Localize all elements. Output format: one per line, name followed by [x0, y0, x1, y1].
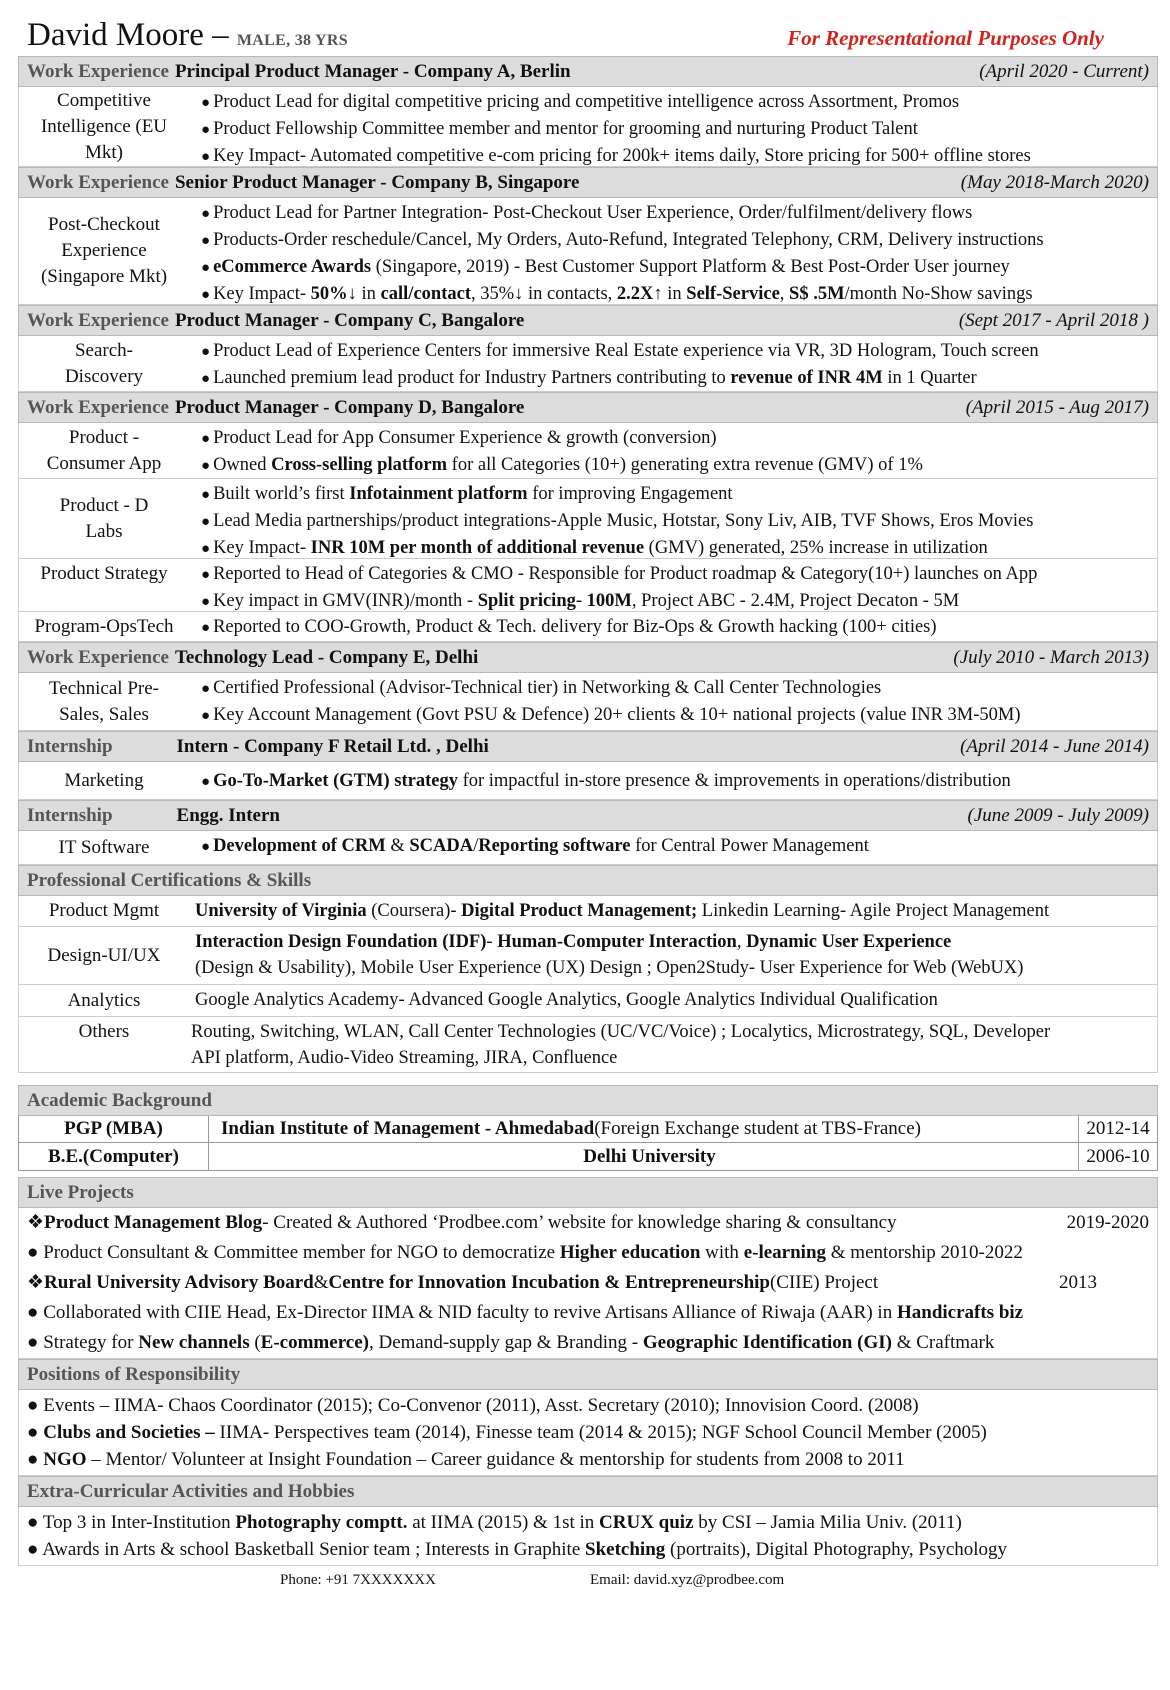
text: (portraits), Digital Photography, Psychology	[665, 1539, 1008, 1560]
phone-number: Phone: +91 7XXXXXXX	[280, 1572, 436, 1588]
bullet-list	[189, 612, 1157, 641]
bold-text: 50%↓	[310, 284, 357, 304]
bullet-list	[189, 479, 1157, 558]
bold-text: E-commerce)	[260, 1332, 369, 1353]
role-title: Technology Lead - Company E, Delhi	[174, 646, 479, 668]
resume-page	[18, 14, 1158, 1592]
text: (Foreign Exchange student at TBS-France)	[594, 1118, 921, 1139]
name-dash: –	[203, 17, 237, 53]
text: Collaborated with CIIE Head, Ex-Director IIMA & NID faculty to revive Artisans Alliance of Riwaja (AAR) in	[43, 1302, 897, 1323]
bullet: ● Certified Professional (Advisor-Technical tier) in Networking & Call Center Technologies	[201, 675, 1151, 702]
institution	[209, 1143, 1079, 1170]
role-title: Senior Product Manager - Company B, Singapore	[174, 171, 580, 193]
role-dates: (April 2014 - June 2014)	[960, 735, 1149, 757]
role-row	[18, 831, 1158, 865]
diamond-icon: ❖	[27, 1272, 45, 1293]
text: ,	[736, 932, 747, 952]
text: /month No-Show savings	[844, 284, 1033, 304]
skill-label: Analytics	[67, 989, 141, 1011]
bold-text: Digital Product Management;	[461, 901, 698, 921]
section-header-certifications	[18, 865, 1158, 896]
text: -	[486, 932, 498, 952]
text: &	[313, 1272, 329, 1293]
skill-text	[189, 927, 1157, 984]
bold-text: University of Virginia	[195, 901, 367, 921]
text: in	[356, 284, 381, 304]
section-header-company-b	[18, 167, 1158, 198]
text: (GMV) generated, 25% increase in utilization	[644, 538, 988, 558]
project-years: 2013	[1059, 1272, 1097, 1293]
text: for improving Engagement	[527, 484, 733, 504]
project-line	[19, 1298, 1157, 1328]
bold-text: S$ .5M	[789, 284, 845, 304]
email-address: Email: david.xyz@prodbee.com	[590, 1572, 785, 1588]
bullet	[201, 535, 1151, 558]
activity-line	[19, 1509, 1157, 1536]
bullet	[201, 365, 1151, 391]
position-line	[19, 1392, 1157, 1419]
bullet	[201, 254, 1151, 281]
positions-body	[18, 1390, 1158, 1476]
text: -	[575, 591, 587, 611]
skill-line: Google Analytics Academy- Advanced Google Analytics, Google Analytics Individual Qualification	[195, 990, 938, 1010]
text: Built world’s first	[213, 484, 350, 504]
bullet: ● Reported to Head of Categories & CMO - Responsible for Product roadmap & Category(10+) launches on App	[201, 561, 1151, 588]
bullet	[201, 588, 1151, 611]
text: , 35%↓ in contacts,	[470, 284, 617, 304]
bullet: ● Products-Order reschedule/Cancel, My Orders, Auto-Refund, Integrated Telephony, CRM, Delivery instructions	[201, 227, 1151, 254]
text: at IIMA (2015) & 1st in	[407, 1512, 600, 1533]
bullet-icon: ●	[27, 1449, 44, 1470]
bullet-icon: ●	[27, 1395, 44, 1416]
bullet-icon: ●	[27, 1422, 44, 1443]
bold-text: revenue of INR 4M	[730, 368, 883, 388]
bold-text: Photography comptt.	[235, 1512, 408, 1533]
section-header-company-c	[18, 305, 1158, 336]
role-row	[18, 423, 1158, 479]
bold-text: INR 10M per month of additional revenue	[310, 538, 645, 558]
section-header-company-e	[18, 642, 1158, 673]
section-kind: Work Experience	[27, 396, 169, 418]
bold-text: Go-To-Market (GTM) strategy	[213, 771, 458, 791]
skill-row	[18, 1017, 1158, 1073]
academic-row	[19, 1143, 1157, 1170]
role-row	[18, 198, 1158, 305]
text: Key Impact-	[213, 538, 311, 558]
bullet	[201, 481, 1151, 508]
bold-text: Handicrafts biz	[896, 1302, 1024, 1323]
role-title: Product Manager - Company D, Bangalore	[174, 396, 525, 418]
section-title: Academic Background	[27, 1089, 212, 1111]
section-header-internship-f	[18, 731, 1158, 762]
bold-text: Cross-selling platform	[271, 455, 448, 475]
area-label: Marketing	[64, 769, 144, 791]
section-kind: Work Experience	[27, 309, 169, 331]
skill-text	[189, 896, 1157, 926]
section-title: Positions of Responsibility	[27, 1363, 241, 1385]
text: , Demand-supply gap & Branding -	[368, 1332, 643, 1353]
section-kind: Internship	[27, 804, 113, 826]
bullet	[201, 452, 1151, 478]
bold-text: e-learning	[743, 1242, 827, 1263]
area-label: Technical Pre-Sales, Sales	[49, 677, 159, 725]
bullet-list	[189, 831, 1157, 864]
bold-text: call/contact	[380, 284, 471, 304]
role-dates: (July 2010 - March 2013)	[953, 646, 1149, 668]
bullet: ● Key Account Management (Govt PSU & Defence) 20+ clients & 10+ national projects (value INR 3M-50M)	[201, 702, 1151, 729]
bullet	[201, 833, 1151, 860]
bullet: ● Product Lead for digital competitive pricing and competitive intelligence across Assortment, Promos	[201, 89, 1151, 116]
bold-text: Clubs and Societies –	[43, 1422, 215, 1443]
bullet: ● Product Lead of Experience Centers for immersive Real Estate experience via VR, 3D Hologram, Touch screen	[201, 338, 1151, 365]
role-dates: (Sept 2017 - April 2018 )	[958, 309, 1149, 331]
bold-text: 2.2X↑	[616, 284, 663, 304]
section-header-live-projects	[18, 1177, 1158, 1208]
text: for impactful in-store presence & improvements in operations/distribution	[457, 771, 1011, 791]
bold-text: Reporting software	[478, 836, 631, 856]
area-label: Program-OpsTech	[34, 615, 174, 637]
skill-label: Product Mgmt	[48, 900, 160, 921]
bold-text: CRM	[341, 836, 386, 856]
role-row	[18, 673, 1158, 731]
bold-text: Sketching	[585, 1539, 666, 1560]
text: for all Categories (10+) generating extra revenue (GMV) of 1%	[447, 455, 923, 475]
skill-text	[189, 985, 1157, 1016]
role-dates: (April 2015 - Aug 2017)	[965, 396, 1149, 418]
text: IIMA- Perspectives team (2014), Finesse team (2014 & 2015); NGF School Council Member (2005)	[214, 1422, 987, 1443]
resume-header	[18, 14, 1158, 56]
project-years: 2019-2020	[1066, 1212, 1149, 1233]
name-text: David Moore	[27, 17, 204, 53]
role-dates: (June 2009 - July 2009)	[967, 804, 1149, 826]
bullet: ● Reported to COO-Growth, Product & Tech. delivery for Biz-Ops & Growth hacking (100+ cities)	[201, 614, 1151, 641]
bold-text: Rural University Advisory Board	[44, 1272, 314, 1293]
bullet	[201, 768, 1151, 795]
section-header-academic	[18, 1085, 1158, 1116]
bullet-list	[189, 336, 1157, 391]
area-label: IT Software	[58, 836, 150, 858]
bold-text: New channels	[138, 1332, 250, 1353]
skill-row	[18, 985, 1158, 1017]
role-row	[18, 87, 1158, 167]
area-label: Search-Discovery	[64, 339, 144, 387]
skill-row	[18, 927, 1158, 985]
text: (Coursera)-	[366, 901, 462, 921]
text: /	[473, 836, 479, 856]
bullet-list	[189, 673, 1157, 730]
area-label: Product - D Labs	[59, 494, 149, 542]
bullet-list	[189, 762, 1157, 799]
bullet: ● Product Fellowship Committee member and mentor for grooming and nurturing Product Talent	[201, 116, 1151, 143]
skill-line: (Design & Usability), Mobile User Experience (UX) Design ; Open2Study- User Experience for Web (WebUX)	[195, 958, 1024, 978]
text: ,	[779, 284, 790, 304]
text: Linkedin Learning- Agile Project Management	[697, 901, 1050, 921]
text: - Created & Authored ‘Prodbee.com’ website for knowledge sharing & consultancy	[262, 1212, 897, 1233]
text: Product Consultant & Committee member for NGO to democratize	[43, 1242, 560, 1263]
bold-text: Infotainment platform	[349, 484, 528, 504]
skill-label: Others	[78, 1021, 130, 1042]
position-line	[19, 1446, 1157, 1473]
role-title: Product Manager - Company C, Bangalore	[174, 309, 525, 331]
text: with	[700, 1242, 744, 1263]
bold-text: Development of	[213, 836, 342, 856]
role-row	[18, 336, 1158, 392]
text: (	[249, 1332, 261, 1353]
project-line	[19, 1208, 1157, 1238]
area-label: Competitive Intelligence (EU Mkt)	[40, 89, 168, 163]
role-title: Intern - Company F Retail Ltd. , Delhi	[176, 735, 489, 757]
academic-row	[19, 1116, 1157, 1143]
text: Top 3 in Inter-Institution	[42, 1512, 236, 1533]
bullet-icon: ●	[27, 1242, 44, 1263]
text: Owned	[213, 455, 272, 475]
text: (Singapore, 2019) - Best Customer Support Platform & Best Post-Order User journey	[371, 257, 1010, 277]
bold-text: Indian Institute of Management - Ahmedabad	[221, 1118, 595, 1139]
role-title: Engg. Intern	[176, 804, 280, 826]
text: Awards in Arts & school Basketball Senior team ; Interests in Graphite	[42, 1539, 586, 1560]
bullet: ● Product Lead for App Consumer Experience & growth (conversion)	[201, 425, 1151, 452]
candidate-name	[27, 18, 348, 58]
section-kind: Work Experience	[27, 171, 169, 193]
section-header-company-a	[18, 56, 1158, 87]
text: Events – IIMA- Chaos Coordinator (2015); Co-Convenor (2011), Asst. Secretary (2010); Innovision Coord. (2008)	[43, 1395, 919, 1416]
bold-text: Geographic Identification (GI)	[642, 1332, 892, 1353]
text: in	[662, 284, 687, 304]
text: , Project ABC - 2.4M, Project Decaton - 5M	[631, 591, 960, 611]
bold-text: NGO	[43, 1449, 87, 1470]
text: by CSI – Jamia Milia Univ. (2011)	[693, 1512, 962, 1533]
bold-text: Centre for Innovation Incubation & Entrepreneurship	[328, 1272, 770, 1293]
text: & Craftmark	[891, 1332, 995, 1353]
bullet-list	[189, 198, 1157, 304]
text: (CIIE) Project	[769, 1272, 879, 1293]
skill-text	[189, 1017, 1157, 1072]
section-header-engg-intern	[18, 800, 1158, 831]
area-label: Product Strategy	[40, 563, 168, 584]
text: &	[385, 836, 410, 856]
role-dates: (May 2018-March 2020)	[960, 171, 1149, 193]
section-title: Extra-Curricular Activities and Hobbies	[27, 1480, 355, 1502]
bold-text: 100M	[586, 591, 632, 611]
skill-row	[18, 896, 1158, 927]
extracurricular-body	[18, 1507, 1158, 1566]
skill-line: Routing, Switching, WLAN, Call Center Technologies (UC/VC/Voice) ; Localytics, Microstrategy, SQL, Developer	[191, 1022, 1051, 1042]
activity-line	[19, 1536, 1157, 1563]
section-header-positions	[18, 1359, 1158, 1390]
bullet-icon: ●	[27, 1512, 43, 1533]
section-title: Live Projects	[27, 1181, 134, 1203]
bold-text: Delhi University	[583, 1145, 716, 1167]
section-header-company-d	[18, 392, 1158, 423]
bold-text: Interaction Design Foundation (IDF)	[195, 932, 487, 952]
bullet-icon: ●	[27, 1302, 44, 1323]
text: & mentorship 2010-2022	[826, 1242, 1023, 1263]
degree: PGP (MBA)	[19, 1116, 209, 1142]
section-header-extracurricular	[18, 1476, 1158, 1507]
role-row	[18, 479, 1158, 559]
text: Strategy for	[43, 1332, 139, 1353]
skill-line	[195, 898, 1151, 924]
bold-text: SCADA	[409, 836, 474, 856]
role-row	[18, 559, 1158, 612]
bold-text: Self-Service	[686, 284, 780, 304]
text: for Central Power Management	[630, 836, 869, 856]
project-line	[19, 1328, 1157, 1358]
bold-text: Human-Computer Interaction	[497, 932, 737, 952]
bullet-icon: ●	[27, 1539, 43, 1560]
bullet-list	[189, 87, 1157, 166]
text: Launched premium lead product for Industry Partners contributing to	[213, 368, 731, 388]
role-row	[18, 612, 1158, 642]
area-label: Product - Consumer App	[46, 426, 162, 474]
role-title: Principal Product Manager - Company A, Berlin	[174, 60, 571, 82]
bullet: ● Lead Media partnerships/product integrations-Apple Music, Hotstar, Sony Liv, AIB, TVF Shows, Eros Movies	[201, 508, 1151, 535]
position-line	[19, 1419, 1157, 1446]
text: Key Impact-	[213, 284, 311, 304]
years: 2012-14	[1086, 1118, 1150, 1139]
bold-text: Higher education	[559, 1242, 701, 1263]
bold-text: Split pricing	[477, 591, 576, 611]
role-dates: (April 2020 - Current)	[979, 60, 1149, 82]
section-title: Professional Certifications & Skills	[27, 869, 312, 891]
bullet-list	[189, 559, 1157, 611]
section-kind: Work Experience	[27, 646, 169, 668]
bullet: ● Product Lead for Partner Integration- Post-Checkout User Experience, Order/fulfilment/delivery flows	[201, 200, 1151, 227]
institution	[209, 1116, 1079, 1142]
project-line	[19, 1238, 1157, 1268]
text: Key impact in GMV(INR)/month -	[213, 591, 478, 611]
area-label: Post-Checkout Experience (Singapore Mkt)	[40, 214, 168, 287]
academic-table	[18, 1116, 1158, 1171]
bullet	[201, 281, 1151, 304]
skill-label: Design-UI/UX	[47, 944, 161, 966]
diamond-icon: ❖	[27, 1212, 45, 1233]
project-line	[19, 1268, 1157, 1298]
bullet-list	[189, 423, 1157, 478]
skill-line: API platform, Audio-Video Streaming, JIRA, Confluence	[191, 1048, 618, 1068]
bold-text: Dynamic User Experience	[746, 932, 952, 952]
text: – Mentor/ Volunteer at Insight Foundation – Career guidance & mentorship for students from 2008 to 2011	[86, 1449, 905, 1470]
candidate-gender-age: MALE, 38 YRS	[236, 32, 348, 49]
footer-contact	[18, 1572, 1158, 1592]
text: in 1 Quarter	[882, 368, 977, 388]
bold-text: CRUX quiz	[599, 1512, 694, 1533]
bold-text: Product Management Blog	[44, 1212, 263, 1233]
bullet-icon: ●	[27, 1332, 44, 1353]
skill-line	[195, 929, 1151, 955]
bold-text: eCommerce Awards	[213, 257, 372, 277]
representational-note: For Representational Purposes Only	[787, 26, 1104, 50]
role-row	[18, 762, 1158, 800]
years: 2006-10	[1086, 1145, 1150, 1167]
degree: B.E.(Computer)	[19, 1143, 209, 1170]
section-kind: Work Experience	[27, 60, 169, 82]
section-kind: Internship	[27, 735, 113, 757]
live-projects-body	[18, 1208, 1158, 1359]
bullet: ● Key Impact- Automated competitive e-com pricing for 200k+ items daily, Store pricing for 500+ offline stores	[201, 143, 1151, 166]
